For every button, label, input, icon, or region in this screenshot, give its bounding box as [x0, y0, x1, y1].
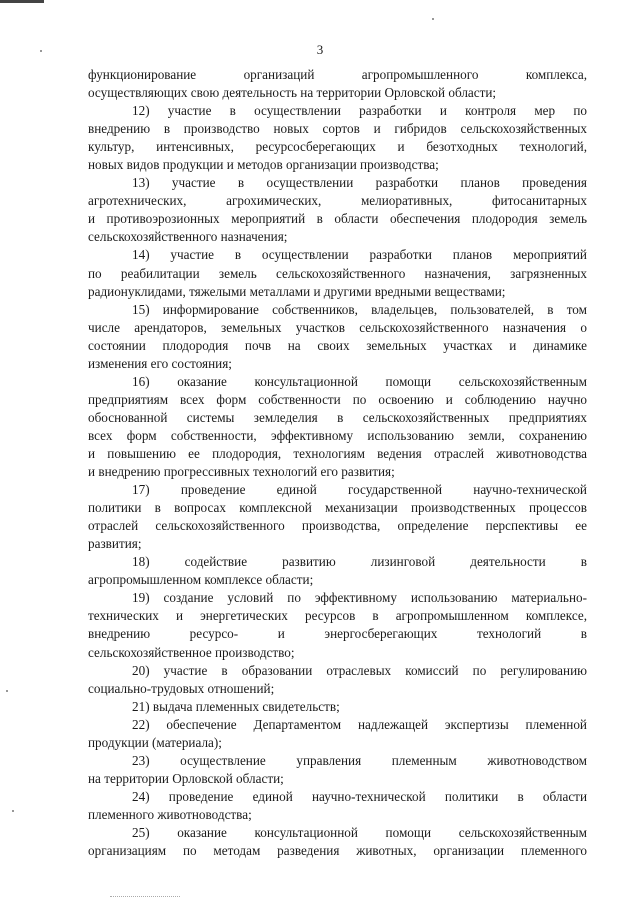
text-line: отраслей сельскохозяйственного производства, определение перспективы ее	[88, 518, 587, 534]
text-line: организациям по методам разведения животных, организации племенного	[88, 843, 587, 859]
text-line: радионуклидами, тяжелыми металлами и другими вредными веществами;	[88, 283, 506, 299]
text-line: изменения его состояния;	[88, 355, 232, 371]
text-line: сельскохозяйственное производство;	[88, 644, 295, 660]
text-line: на территории Орловской области;	[88, 770, 284, 786]
text-line: и противоэрозионных мероприятий в области обеспечения плодородия земель	[88, 211, 587, 227]
scan-bottom-artifact	[110, 896, 180, 903]
text-line: 12) участие в осуществлении разработки и контроля мер по	[132, 103, 587, 119]
text-line: предприятиям всех форм собственности по освоению и соблюдению научно	[88, 391, 587, 407]
text-line: 24) проведение единой научно-технической политики в области	[132, 788, 587, 804]
text-line: внедрению в производство новых сортов и гибридов сельскохозяйственных	[88, 121, 587, 137]
text-line: 22) обеспечение Департаментом надлежащей экспертизы племенной	[132, 716, 587, 732]
scan-speck	[6, 690, 8, 692]
text-line: сельскохозяйственного назначения;	[88, 229, 288, 245]
text-line: и внедрению прогрессивных технологий его развития;	[88, 464, 395, 480]
text-line: социально-трудовых отношений;	[88, 680, 275, 696]
text-line: числе арендаторов, земельных участков сельскохозяйственного назначения о	[88, 319, 587, 335]
text-line: и повышению ее плодородия, технологиям ведения отраслей животноводства	[88, 445, 587, 461]
text-line: всех форм собственности, эффективному использованию земли, сохранению	[88, 427, 587, 443]
text-line: продукции (материала);	[88, 734, 222, 750]
text-line: 21) выдача племенных свидетельств;	[132, 698, 340, 714]
text-line: новых видов продукции и методов организации производства;	[88, 157, 439, 173]
text-line: 19) создание условий по эффективному использованию материально-	[132, 590, 587, 606]
text-line: политики в вопросах комплексной механизации производственных процессов	[88, 500, 587, 516]
text-line: 16) оказание консультационной помощи сельскохозяйственным	[132, 373, 587, 389]
text-line: 14) участие в осуществлении разработки планов мероприятий	[132, 247, 587, 263]
text-line: состоянии плодородия почв на своих земельных участках и динамике	[88, 337, 587, 353]
text-line: 25) оказание консультационной помощи сельскохозяйственным	[132, 824, 587, 840]
text-line: 20) участие в образовании отраслевых комиссий по регулированию	[132, 662, 587, 678]
scan-speck	[12, 810, 14, 812]
page-number: 3	[316, 42, 324, 57]
scan-speck	[432, 18, 434, 20]
text-line: агропромышленном комплексе области;	[88, 572, 314, 588]
text-line: 13) участие в осуществлении разработки планов проведения	[132, 175, 587, 191]
text-line: 15) информирование собственников, владельцев, пользователей, в том	[132, 301, 587, 317]
text-line: 23) осуществление управления племенным животноводством	[132, 752, 587, 768]
text-line: обоснованной системы земледелия в сельскохозяйственных предприятиях	[88, 409, 587, 425]
text-line: функционирование организаций агропромышленного комплекса,	[88, 67, 587, 82]
text-line: культур, интенсивных, ресурсосберегающих и безотходных технологий,	[88, 139, 587, 155]
text-line: 18) содействие развитию лизинговой деятельности в	[132, 554, 587, 570]
text-line: развития;	[88, 536, 142, 552]
text-line: племенного животноводства;	[88, 806, 252, 822]
text-line: технических и энергетических ресурсов в агропромышленном комплексе,	[88, 608, 587, 624]
text-line: внедрению ресурсо- и энергосберегающих технологий в	[88, 626, 587, 642]
text-line: 17) проведение единой государственной научно-технической	[132, 482, 587, 498]
text-line: по реабилитации земель сельскохозяйственного назначения, загрязненных	[88, 265, 587, 281]
document-body	[88, 66, 587, 860]
scan-edge-mark	[0, 0, 44, 3]
text-line: осуществляющих свою деятельность на территории Орловской области;	[88, 85, 497, 101]
text-line: агротехнических, агрохимических, мелиоративных, фитосанитарных	[88, 193, 587, 209]
